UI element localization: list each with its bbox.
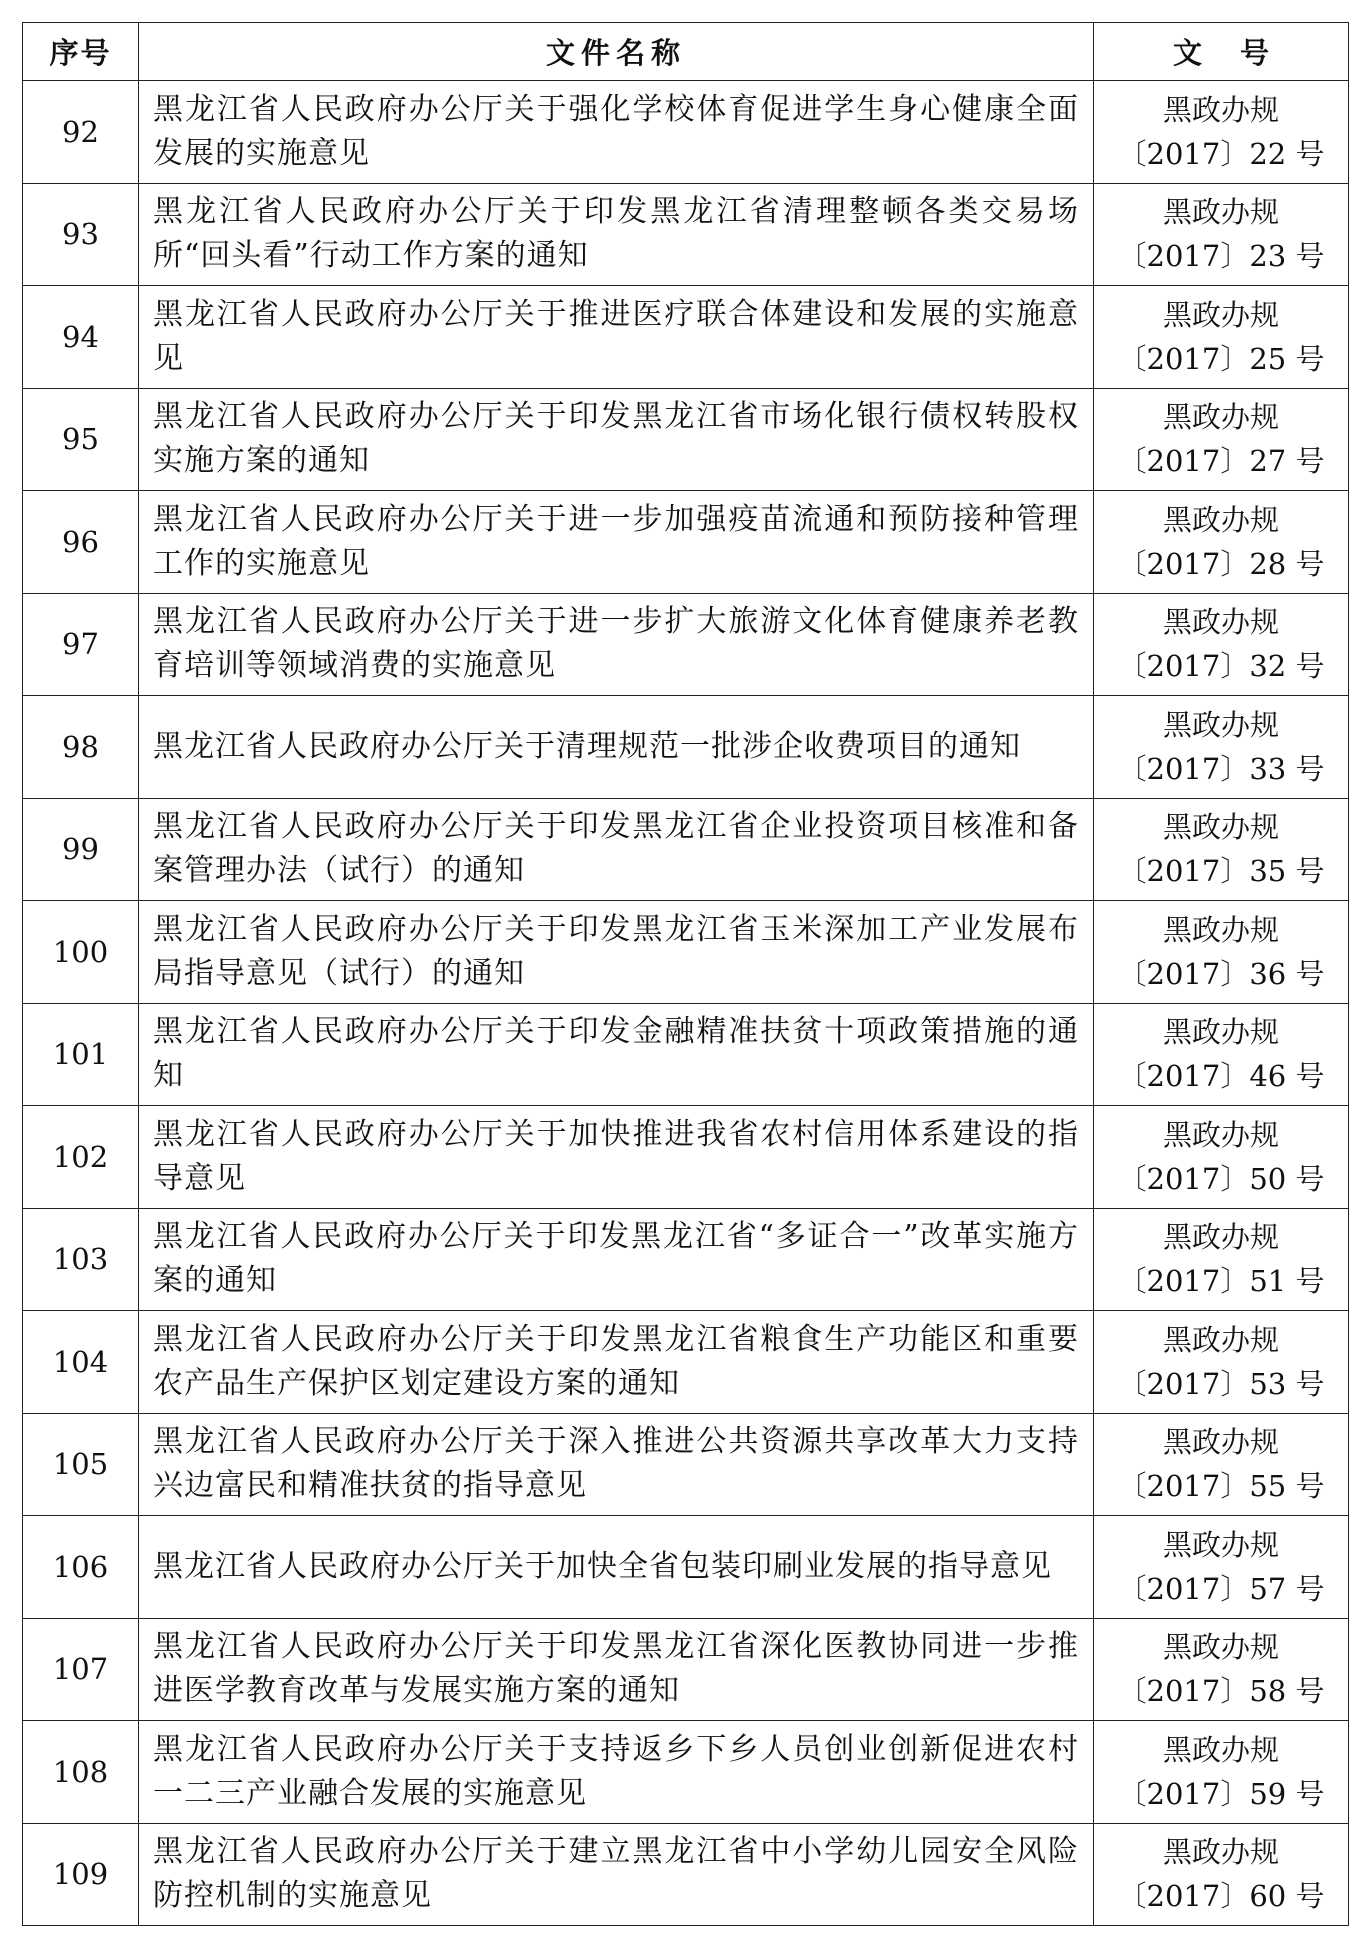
document-number-cell (1094, 1721, 1349, 1824)
document-title-cell: 黑龙江省人民政府办公厅关于清理规范一批涉企收费项目的通知 (139, 696, 1094, 799)
document-title-cell: 黑龙江省人民政府办公厅关于印发黑龙江省玉米深加工产业发展布局指导意见（试行）的通知 (139, 901, 1094, 1004)
document-number-cell (1094, 901, 1349, 1004)
serial-number-cell: 109 (23, 1823, 139, 1926)
document-reference-number: 〔2017〕22 号 (1117, 136, 1325, 171)
issuing-agency-code: 黑政办规 (1162, 1015, 1279, 1050)
document-reference-number: 〔2017〕58 号 (1117, 1674, 1325, 1709)
serial-number-cell: 95 (23, 388, 139, 491)
table-header-row (23, 23, 1349, 81)
document-number-cell (1094, 1003, 1349, 1106)
document-reference-number: 〔2017〕32 号 (1117, 649, 1325, 684)
serial-number-cell: 102 (23, 1106, 139, 1209)
document-reference-number: 〔2017〕36 号 (1117, 956, 1325, 991)
serial-number-cell: 100 (23, 901, 139, 1004)
table-row (23, 798, 1349, 901)
document-reference-number: 〔2017〕27 号 (1117, 444, 1325, 479)
issuing-agency-code: 黑政办规 (1162, 912, 1279, 947)
serial-number-cell: 101 (23, 1003, 139, 1106)
serial-number-cell: 97 (23, 593, 139, 696)
document-reference-number: 〔2017〕35 号 (1117, 854, 1325, 889)
document-title-cell: 黑龙江省人民政府办公厅关于进一步加强疫苗流通和预防接种管理工作的实施意见 (139, 491, 1094, 594)
table-row (23, 901, 1349, 1004)
document-reference-number: 〔2017〕51 号 (1117, 1264, 1325, 1299)
issuing-agency-code: 黑政办规 (1162, 1322, 1279, 1357)
serial-number-cell: 98 (23, 696, 139, 799)
table-body (23, 81, 1349, 1926)
table-row (23, 388, 1349, 491)
issuing-agency-code: 黑政办规 (1162, 92, 1279, 127)
serial-number-cell: 107 (23, 1618, 139, 1721)
table-row (23, 1516, 1349, 1619)
issuing-agency-code: 黑政办规 (1162, 400, 1279, 435)
document-reference-number: 〔2017〕33 号 (1117, 751, 1325, 786)
document-reference-number: 〔2017〕28 号 (1117, 546, 1325, 581)
document-reference-number: 〔2017〕23 号 (1117, 239, 1325, 274)
header-document-number: 文号 (1094, 23, 1349, 81)
document-title-cell: 黑龙江省人民政府办公厅关于印发金融精准扶贫十项政策措施的通知 (139, 1003, 1094, 1106)
serial-number-cell: 92 (23, 81, 139, 184)
table-row (23, 491, 1349, 594)
issuing-agency-code: 黑政办规 (1162, 707, 1279, 742)
table-row (23, 1823, 1349, 1926)
serial-number-cell: 108 (23, 1721, 139, 1824)
serial-number-cell: 106 (23, 1516, 139, 1619)
document-reference-number: 〔2017〕57 号 (1117, 1571, 1325, 1606)
table-row (23, 286, 1349, 389)
document-number-cell (1094, 388, 1349, 491)
document-number-cell (1094, 696, 1349, 799)
document-number-cell (1094, 1413, 1349, 1516)
document-title-cell: 黑龙江省人民政府办公厅关于加快推进我省农村信用体系建设的指导意见 (139, 1106, 1094, 1209)
document-number-cell (1094, 183, 1349, 286)
issuing-agency-code: 黑政办规 (1162, 1835, 1279, 1870)
serial-number-cell: 103 (23, 1208, 139, 1311)
document-title-cell: 黑龙江省人民政府办公厅关于强化学校体育促进学生身心健康全面发展的实施意见 (139, 81, 1094, 184)
document-number-cell (1094, 286, 1349, 389)
document-title-cell: 黑龙江省人民政府办公厅关于进一步扩大旅游文化体育健康养老教育培训等领域消费的实施意见 (139, 593, 1094, 696)
issuing-agency-code: 黑政办规 (1162, 502, 1279, 537)
document-number-cell (1094, 593, 1349, 696)
table-row (23, 183, 1349, 286)
document-title-cell: 黑龙江省人民政府办公厅关于印发黑龙江省“多证合一”改革实施方案的通知 (139, 1208, 1094, 1311)
issuing-agency-code: 黑政办规 (1162, 810, 1279, 845)
document-number-cell (1094, 491, 1349, 594)
document-number-cell (1094, 1208, 1349, 1311)
document-title-cell: 黑龙江省人民政府办公厅关于支持返乡下乡人员创业创新促进农村一二三产业融合发展的实施意见 (139, 1721, 1094, 1824)
serial-number-cell: 96 (23, 491, 139, 594)
table-row (23, 1721, 1349, 1824)
table-row (23, 593, 1349, 696)
document-title-cell: 黑龙江省人民政府办公厅关于加快全省包装印刷业发展的指导意见 (139, 1516, 1094, 1619)
table-row (23, 1106, 1349, 1209)
document-reference-number: 〔2017〕50 号 (1117, 1161, 1325, 1196)
issuing-agency-code: 黑政办规 (1162, 1630, 1279, 1665)
document-table (22, 22, 1349, 1926)
document-reference-number: 〔2017〕46 号 (1117, 1059, 1325, 1094)
issuing-agency-code: 黑政办规 (1162, 1527, 1279, 1562)
table-row (23, 1618, 1349, 1721)
issuing-agency-code: 黑政办规 (1162, 1220, 1279, 1255)
table-row (23, 696, 1349, 799)
issuing-agency-code: 黑政办规 (1162, 297, 1279, 332)
serial-number-cell: 104 (23, 1311, 139, 1414)
serial-number-cell: 99 (23, 798, 139, 901)
header-serial-number: 序号 (23, 23, 139, 81)
document-reference-number: 〔2017〕53 号 (1117, 1366, 1325, 1401)
document-number-cell (1094, 1823, 1349, 1926)
document-reference-number: 〔2017〕55 号 (1117, 1469, 1325, 1504)
table-row (23, 1003, 1349, 1106)
document-number-cell (1094, 1311, 1349, 1414)
issuing-agency-code: 黑政办规 (1162, 1732, 1279, 1767)
issuing-agency-code: 黑政办规 (1162, 1425, 1279, 1460)
document-title-cell: 黑龙江省人民政府办公厅关于印发黑龙江省企业投资项目核准和备案管理办法（试行）的通知 (139, 798, 1094, 901)
document-title-cell: 黑龙江省人民政府办公厅关于印发黑龙江省深化医教协同进一步推进医学教育改革与发展实施方案的通知 (139, 1618, 1094, 1721)
document-number-cell (1094, 1618, 1349, 1721)
document-reference-number: 〔2017〕59 号 (1117, 1776, 1325, 1811)
document-title-cell: 黑龙江省人民政府办公厅关于印发黑龙江省市场化银行债权转股权实施方案的通知 (139, 388, 1094, 491)
document-number-cell (1094, 1106, 1349, 1209)
document-reference-number: 〔2017〕60 号 (1117, 1879, 1325, 1914)
document-number-cell (1094, 798, 1349, 901)
document-title-cell: 黑龙江省人民政府办公厅关于印发黑龙江省清理整顿各类交易场所“回头看”行动工作方案的通知 (139, 183, 1094, 286)
table-row (23, 81, 1349, 184)
document-title-cell: 黑龙江省人民政府办公厅关于印发黑龙江省粮食生产功能区和重要农产品生产保护区划定建设方案的通知 (139, 1311, 1094, 1414)
table-row (23, 1413, 1349, 1516)
header-document-title: 文件名称 (139, 23, 1094, 81)
document-title-cell: 黑龙江省人民政府办公厅关于深入推进公共资源共享改革大力支持兴边富民和精准扶贫的指导意见 (139, 1413, 1094, 1516)
document-number-cell (1094, 81, 1349, 184)
serial-number-cell: 93 (23, 183, 139, 286)
table-row (23, 1311, 1349, 1414)
document-reference-number: 〔2017〕25 号 (1117, 341, 1325, 376)
table-row (23, 1208, 1349, 1311)
document-title-cell: 黑龙江省人民政府办公厅关于建立黑龙江省中小学幼儿园安全风险防控机制的实施意见 (139, 1823, 1094, 1926)
document-number-cell (1094, 1516, 1349, 1619)
serial-number-cell: 105 (23, 1413, 139, 1516)
document-title-cell: 黑龙江省人民政府办公厅关于推进医疗联合体建设和发展的实施意见 (139, 286, 1094, 389)
issuing-agency-code: 黑政办规 (1162, 605, 1279, 640)
issuing-agency-code: 黑政办规 (1162, 195, 1279, 230)
issuing-agency-code: 黑政办规 (1162, 1117, 1279, 1152)
serial-number-cell: 94 (23, 286, 139, 389)
